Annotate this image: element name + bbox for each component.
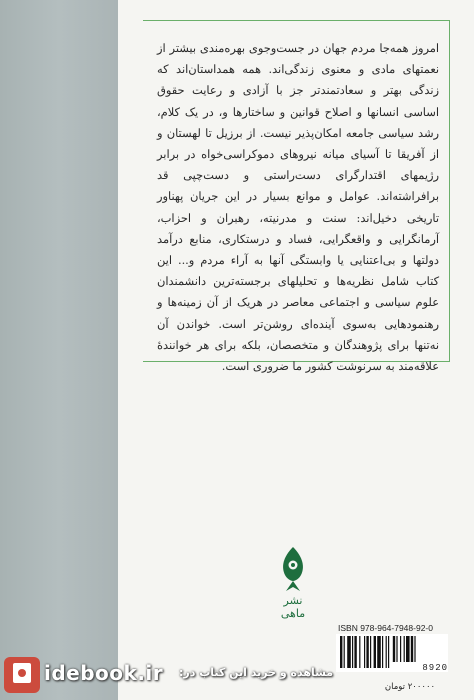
price-label: ۲۰۰۰۰۰ تومان — [384, 682, 436, 692]
cover-blurb: امروز همه‌جا مردم جهان در جست‌وجوی بهره‌مندی بیشتر از نعمتهای مادی و معنوی زندگی‌اند. همه همداستان‌اند که زندگی بهتر و سعادتمندتر جز با آزادی و رعایت حقوق اساسی انسانها و اصلاح قوانین و ساختارها و، در یک کلام، رشد سیاسی جامعه امکان‌پذیر نیست. از برزیل تا لهستان و از آفریقا تا آسیای میانه نیروهای دموکراسی‌خواه در برابر رژیمهای اقتدارگرای دست‌راستی و دست‌چپی قد برافراشته‌اند. عوامل و موانع بسیار در این جریان پهناور تاریخی دخیل‌اند: سنت و مدرنیته، رهبران و احزاب، آرمانگرایی و واقعگرایی، فساد و درستکاری، منابع درآمد دولتها و بی‌اعتنایی یا وابستگی آنها به آراء مردم و... این کتاب شامل نظریه‌ها و تحلیلهای برجسته‌ترین دانشمندان علوم سیاسی و اجتماعی معاصر در هریک از آن زمینه‌ها و رهنمودهایی به‌سوی آینده‌ای روشن‌تر است. خواندن آن نه‌تنها برای پژوهندگان و متخصصان، بلکه برای هر خوانندهٔ علاقه‌مند به سرنوشت کشور ما ضروری است. — [157, 41, 439, 374]
book-spine — [0, 0, 118, 700]
watermark-site: idebook.ir — [44, 661, 164, 685]
book-icon — [4, 657, 40, 693]
watermark-banner — [4, 657, 470, 693]
barcode-digits: 8920 — [422, 663, 448, 673]
isbn-text: ISBN 978-964-7948-92-0 — [338, 623, 433, 633]
watermark-caption: مشاهده و خرید این کتاب در: — [179, 666, 334, 679]
publisher-logo — [270, 545, 316, 621]
publisher-name: نشر ماهی — [280, 594, 306, 620]
fish-icon — [277, 545, 309, 593]
